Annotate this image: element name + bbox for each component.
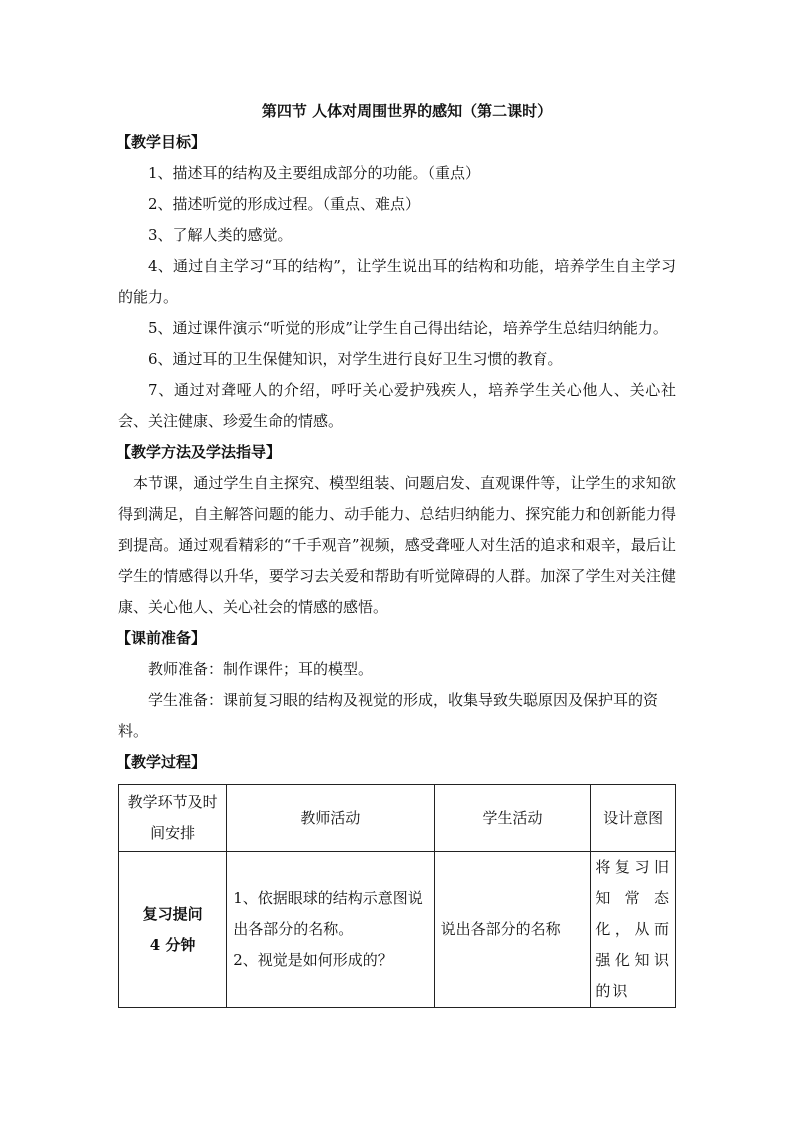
goals-heading: 【教学目标】 xyxy=(116,133,207,151)
prep-heading: 【课前准备】 xyxy=(116,629,207,647)
goal-item: 2、描述听觉的形成过程。（重点、难点） xyxy=(148,195,421,213)
table-row xyxy=(119,852,676,1008)
header-student: 学生活动 xyxy=(434,785,591,852)
method-paragraph: 本节课，通过学生自主探究、模型组装、问题启发、直观课件等，让学生的求知欲得到满足，自主解答问题的能力、动手能力、总结归纳能力、探究能力和创新能力得到提高。通过观看精彩的“千手观音”视频，感受聋哑人对生活的追求和艰辛，最后让学生的情感得以升华，要学习去关爱和帮助有听觉障碍的人群。加深了学生对关注健康、关心他人、关心社会的情感的感悟。 xyxy=(118,474,676,616)
goal-item: 3、了解人类的感觉。 xyxy=(148,226,293,244)
goal-item: 6、通过耳的卫生保健知识，对学生进行良好卫生习惯的教育。 xyxy=(148,350,563,368)
header-intent: 设计意图 xyxy=(591,785,676,852)
document-page xyxy=(118,96,676,1008)
goal-item: 7、通过对聋哑人的介绍，呼吁关心爱护残疾人，培养学生关心他人、关心社会、关注健康、珍爱生命的情感。 xyxy=(118,381,676,430)
prep-student: 学生准备：课前复习眼的结构及视觉的形成，收集导致失聪原因及保护耳的资料。 xyxy=(118,691,659,740)
teacher-activity-1: 1、依据眼球的结构示意图说出各部分的名称。 xyxy=(233,889,423,938)
goal-item: 5、通过课件演示“听觉的形成”让学生自己得出结论，培养学生总结归纳能力。 xyxy=(148,319,668,337)
prep-teacher: 教师准备：制作课件；耳的模型。 xyxy=(148,660,374,678)
stage-time: 4 分钟 xyxy=(149,935,196,954)
method-heading: 【教学方法及学法指导】 xyxy=(116,443,282,461)
goal-item: 1、描述耳的结构及主要组成部分的功能。（重点） xyxy=(148,164,481,182)
teacher-activity-cell xyxy=(227,852,434,1008)
student-activity-cell: 说出各部分的名称 xyxy=(434,852,591,1008)
teacher-activity-2: 2、视觉是如何形成的？ xyxy=(233,951,393,969)
stage-cell xyxy=(119,852,227,1008)
stage-name: 复习提问 xyxy=(142,904,203,923)
process-table xyxy=(118,784,676,1008)
page-title: 第四节 人体对周围世界的感知（第二课时） xyxy=(261,102,553,120)
goal-item: 4、通过自主学习“耳的结构”，让学生说出耳的结构和功能，培养学生自主学习的能力。 xyxy=(118,257,676,306)
design-intent-cell: 将复习旧知常态化，从而强化知识的识 xyxy=(591,852,676,1008)
table-header-row xyxy=(119,785,676,852)
process-heading: 【教学过程】 xyxy=(116,753,207,771)
header-stage: 教学环节及时间安排 xyxy=(119,785,227,852)
header-teacher: 教师活动 xyxy=(227,785,434,852)
